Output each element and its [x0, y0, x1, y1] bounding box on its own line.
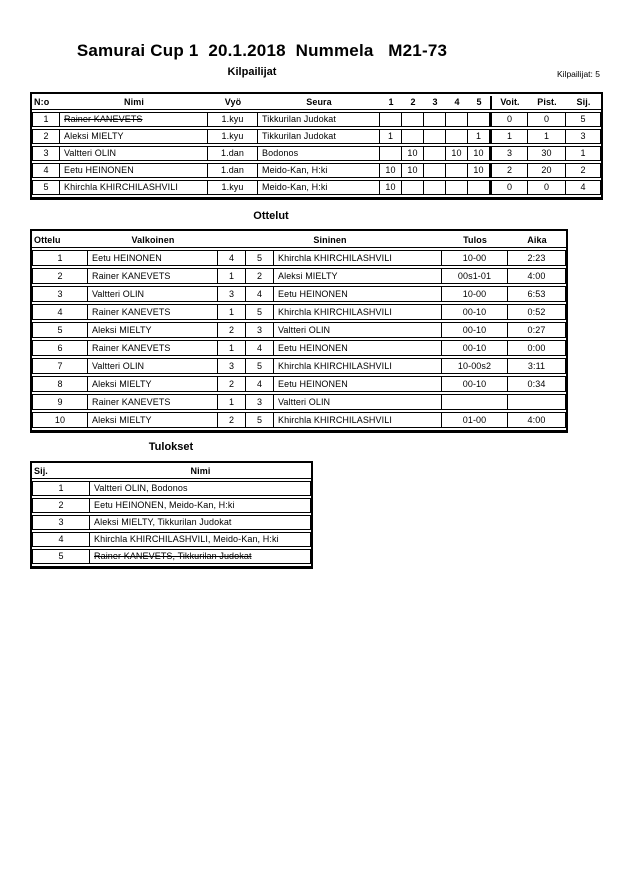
- cell-time: 6:53: [508, 286, 566, 302]
- cell-white-no: 1: [218, 268, 246, 284]
- ottelut-row: [32, 322, 566, 338]
- cell-wins: 2: [490, 163, 528, 178]
- cell-result: 00-10: [442, 340, 508, 356]
- kilpailijat-row: [32, 129, 601, 144]
- header-place: Sij.: [566, 96, 601, 110]
- cell-match-no: 2: [32, 268, 88, 284]
- header-round-3: 3: [424, 96, 446, 110]
- cell-place: 3: [32, 515, 90, 530]
- header-name: Nimi: [90, 465, 311, 479]
- cell-white-no: 3: [218, 358, 246, 374]
- cell-time: 4:00: [508, 268, 566, 284]
- cell-place: 1: [32, 481, 90, 496]
- cell-place: 1: [566, 146, 601, 161]
- cell-time: 3:11: [508, 358, 566, 374]
- cell-no: 5: [32, 180, 60, 195]
- cell-place: 2: [32, 498, 90, 513]
- cell-name: Khirchla KHIRCHILASHVILI: [60, 180, 208, 195]
- tulokset-row: [32, 515, 311, 530]
- cell-wins: 1: [490, 129, 528, 144]
- cell-blue-name: Aleksi MIELTY: [274, 268, 442, 284]
- cell-time: 0:34: [508, 376, 566, 392]
- cell-blue-no: 5: [246, 250, 274, 266]
- cell-time: 0:52: [508, 304, 566, 320]
- cell-name: Valtteri OLIN: [60, 146, 208, 161]
- cell-blue-name: Valtteri OLIN: [274, 394, 442, 410]
- kilpailijat-row: [32, 163, 601, 178]
- cell-name: Valtteri OLIN, Bodonos: [90, 481, 311, 496]
- cell-round-2: [402, 180, 424, 195]
- cell-result: 00-10: [442, 322, 508, 338]
- cell-time: 4:00: [508, 412, 566, 428]
- cell-round-4: [446, 163, 468, 178]
- cell-result: 01-00: [442, 412, 508, 428]
- cell-result: 10-00: [442, 286, 508, 302]
- cell-club: Bodonos: [258, 146, 380, 161]
- header-match: Ottelu: [32, 233, 88, 248]
- cell-blue-name: Eetu HEINONEN: [274, 376, 442, 392]
- cell-result: [442, 394, 508, 410]
- cell-blue-no: 4: [246, 286, 274, 302]
- cell-result: 00s1-01: [442, 268, 508, 284]
- cell-white-no: 1: [218, 304, 246, 320]
- cell-white-name: Valtteri OLIN: [88, 358, 218, 374]
- cell-place: 4: [566, 180, 601, 195]
- cell-white-name: Valtteri OLIN: [88, 286, 218, 302]
- cell-belt: 1.kyu: [208, 129, 258, 144]
- cell-no: 4: [32, 163, 60, 178]
- header-points: Pist.: [528, 96, 566, 110]
- tulokset-row: [32, 532, 311, 547]
- cell-wins: 0: [490, 180, 528, 195]
- cell-club: Meido-Kan, H:ki: [258, 163, 380, 178]
- cell-belt: 1.kyu: [208, 180, 258, 195]
- cell-round-2: [402, 129, 424, 144]
- cell-blue-no: 5: [246, 412, 274, 428]
- cell-club: Tikkurilan Judokat: [258, 112, 380, 127]
- ottelut-row: [32, 304, 566, 320]
- cell-no: 3: [32, 146, 60, 161]
- cell-name: Rainer KANEVETS: [60, 112, 208, 127]
- cell-white-name: Rainer KANEVETS: [88, 340, 218, 356]
- cell-time: [508, 394, 566, 410]
- cell-white-no: 1: [218, 340, 246, 356]
- cell-place: 5: [32, 549, 90, 564]
- cell-white-name: Aleksi MIELTY: [88, 412, 218, 428]
- cell-match-no: 7: [32, 358, 88, 374]
- ottelut-row: [32, 394, 566, 410]
- header-round-4: 4: [446, 96, 468, 110]
- ottelut-header-row: [32, 233, 566, 248]
- cell-wins: 0: [490, 112, 528, 127]
- cell-white-no: 3: [218, 286, 246, 302]
- header-wins: Voit.: [490, 96, 528, 110]
- cell-points: 30: [528, 146, 566, 161]
- cell-match-no: 4: [32, 304, 88, 320]
- cell-blue-no: 2: [246, 268, 274, 284]
- cell-round-5: 10: [468, 146, 490, 161]
- tulokset-header-row: [32, 465, 311, 479]
- cell-round-1: [380, 112, 402, 127]
- cell-points: 20: [528, 163, 566, 178]
- cell-round-1: 1: [380, 129, 402, 144]
- cell-name: Eetu HEINONEN, Meido-Kan, H:ki: [90, 498, 311, 513]
- header-round-5: 5: [468, 96, 490, 110]
- kilpailijat-table: [30, 92, 603, 200]
- cell-match-no: 8: [32, 376, 88, 392]
- cell-blue-name: Eetu HEINONEN: [274, 340, 442, 356]
- cell-points: 0: [528, 180, 566, 195]
- cell-belt: 1.dan: [208, 146, 258, 161]
- cell-blue-name: Khirchla KHIRCHILASHVILI: [274, 304, 442, 320]
- header-blue: Sininen: [218, 233, 442, 248]
- cell-round-5: [468, 180, 490, 195]
- cell-points: 0: [528, 112, 566, 127]
- ottelut-table: [30, 229, 568, 433]
- cell-white-name: Aleksi MIELTY: [88, 376, 218, 392]
- header-round-1: 1: [380, 96, 402, 110]
- cell-round-1: 10: [380, 180, 402, 195]
- cell-round-4: [446, 180, 468, 195]
- cell-belt: 1.kyu: [208, 112, 258, 127]
- ottelut-row: [32, 268, 566, 284]
- section-title-kilpailijat: Kilpailijat: [227, 66, 277, 78]
- cell-round-5: 1: [468, 129, 490, 144]
- cell-time: 2:23: [508, 250, 566, 266]
- cell-white-name: Eetu HEINONEN: [88, 250, 218, 266]
- cell-round-1: 10: [380, 163, 402, 178]
- cell-white-no: 4: [218, 250, 246, 266]
- tulokset-row: [32, 549, 311, 564]
- header-round-2: 2: [402, 96, 424, 110]
- cell-white-name: Rainer KANEVETS: [88, 394, 218, 410]
- cell-blue-name: Khirchla KHIRCHILASHVILI: [274, 250, 442, 266]
- cell-result: 10-00: [442, 250, 508, 266]
- ottelut-row: [32, 412, 566, 428]
- header-no: N:o: [32, 96, 60, 110]
- kilpailijat-row: [32, 180, 601, 195]
- ottelut-row: [32, 250, 566, 266]
- cell-match-no: 9: [32, 394, 88, 410]
- cell-points: 1: [528, 129, 566, 144]
- cell-blue-name: Khirchla KHIRCHILASHVILI: [274, 358, 442, 374]
- cell-round-4: [446, 112, 468, 127]
- cell-round-2: 10: [402, 163, 424, 178]
- header-place: Sij.: [32, 465, 90, 479]
- header-belt: Vyö: [208, 96, 258, 110]
- cell-round-2: [402, 112, 424, 127]
- page-title: Samurai Cup 1 20.1.2018 Nummela M21-73: [76, 41, 448, 60]
- cell-club: Meido-Kan, H:ki: [258, 180, 380, 195]
- cell-blue-name: Eetu HEINONEN: [274, 286, 442, 302]
- ottelut-row: [32, 286, 566, 302]
- tulokset-row: [32, 498, 311, 513]
- cell-club: Tikkurilan Judokat: [258, 129, 380, 144]
- cell-white-name: Rainer KANEVETS: [88, 268, 218, 284]
- cell-name: Khirchla KHIRCHILASHVILI, Meido-Kan, H:ki: [90, 532, 311, 547]
- cell-no: 1: [32, 112, 60, 127]
- cell-result: 00-10: [442, 304, 508, 320]
- cell-no: 2: [32, 129, 60, 144]
- cell-blue-no: 4: [246, 376, 274, 392]
- cell-result: 00-10: [442, 376, 508, 392]
- kilpailijat-header-row: [32, 96, 601, 110]
- cell-place: 4: [32, 532, 90, 547]
- cell-blue-name: Valtteri OLIN: [274, 322, 442, 338]
- cell-name: Aleksi MIELTY, Tikkurilan Judokat: [90, 515, 311, 530]
- cell-time: 0:27: [508, 322, 566, 338]
- cell-round-3: [424, 112, 446, 127]
- cell-white-no: 2: [218, 376, 246, 392]
- cell-round-4: 10: [446, 146, 468, 161]
- cell-blue-no: 5: [246, 358, 274, 374]
- cell-name: Aleksi MIELTY: [60, 129, 208, 144]
- cell-place: 5: [566, 112, 601, 127]
- cell-match-no: 10: [32, 412, 88, 428]
- cell-blue-no: 4: [246, 340, 274, 356]
- cell-place: 3: [566, 129, 601, 144]
- cell-match-no: 1: [32, 250, 88, 266]
- cell-round-3: [424, 163, 446, 178]
- ottelut-row: [32, 358, 566, 374]
- kilpailijat-row: [32, 146, 601, 161]
- cell-match-no: 3: [32, 286, 88, 302]
- cell-name: Rainer KANEVETS, Tikkurilan Judokat: [90, 549, 311, 564]
- kilpailijat-row: [32, 112, 601, 127]
- cell-round-5: 10: [468, 163, 490, 178]
- cell-wins: 3: [490, 146, 528, 161]
- cell-round-2: 10: [402, 146, 424, 161]
- tulokset-table: [30, 461, 313, 569]
- section-title-ottelut: Ottelut: [253, 210, 289, 222]
- cell-round-4: [446, 129, 468, 144]
- cell-round-5: [468, 112, 490, 127]
- cell-blue-no: 3: [246, 322, 274, 338]
- cell-white-no: 2: [218, 412, 246, 428]
- cell-round-3: [424, 146, 446, 161]
- header-result: Tulos: [442, 233, 508, 248]
- cell-name: Eetu HEINONEN: [60, 163, 208, 178]
- header-club: Seura: [258, 96, 380, 110]
- ottelut-row: [32, 376, 566, 392]
- competitors-count: Kilpailijat: 5: [557, 69, 600, 79]
- cell-round-3: [424, 129, 446, 144]
- cell-white-no: 1: [218, 394, 246, 410]
- cell-round-3: [424, 180, 446, 195]
- cell-blue-no: 5: [246, 304, 274, 320]
- cell-blue-no: 3: [246, 394, 274, 410]
- header-name: Nimi: [60, 96, 208, 110]
- cell-round-1: [380, 146, 402, 161]
- cell-time: 0:00: [508, 340, 566, 356]
- cell-white-name: Rainer KANEVETS: [88, 304, 218, 320]
- cell-white-no: 2: [218, 322, 246, 338]
- header-white: Valkoinen: [88, 233, 218, 248]
- cell-belt: 1.dan: [208, 163, 258, 178]
- section-title-tulokset: Tulokset: [148, 441, 194, 453]
- header-time: Aika: [508, 233, 566, 248]
- ottelut-row: [32, 340, 566, 356]
- tulokset-row: [32, 481, 311, 496]
- cell-match-no: 5: [32, 322, 88, 338]
- cell-match-no: 6: [32, 340, 88, 356]
- cell-blue-name: Khirchla KHIRCHILASHVILI: [274, 412, 442, 428]
- cell-white-name: Aleksi MIELTY: [88, 322, 218, 338]
- cell-place: 2: [566, 163, 601, 178]
- cell-result: 10-00s2: [442, 358, 508, 374]
